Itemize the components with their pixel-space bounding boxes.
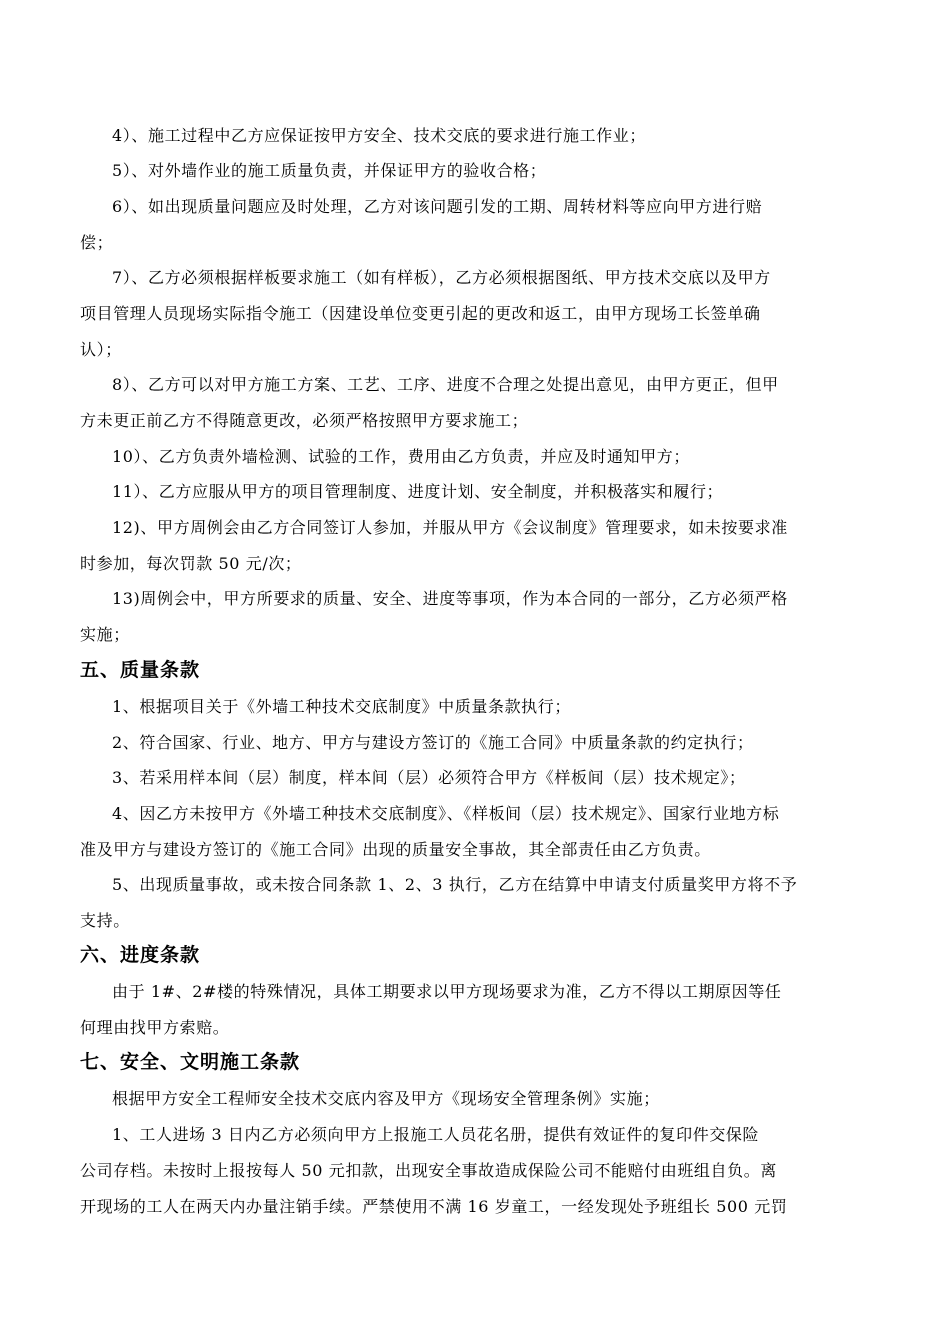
clause-6-cont: 偿； — [80, 233, 114, 252]
schedule-text: 由于 1#、2#楼的特殊情况，具体工期要求以甲方现场要求为准，乙方不得以工期原因等任 — [112, 982, 782, 1001]
quality-clause-3: 3、若采用样本间（层）制度，样本间（层）必须符合甲方《样板间（层）技术规定》； — [112, 768, 746, 787]
section-heading-safety: 七、安全、文明施工条款 — [80, 1051, 301, 1073]
section-heading-schedule: 六、进度条款 — [80, 944, 201, 966]
quality-clause-2: 2、符合国家、行业、地方、甲方与建设方签订的《施工合同》中质量条款的约定执行； — [112, 733, 754, 752]
clause-12: 12)、甲方周例会由乙方合同签订人参加，并服从甲方《会议制度》管理要求，如未按要求准 — [112, 518, 788, 537]
clause-8: 8）、乙方可以对甲方施工方案、工艺、工序、进度不合理之处提出意见，由甲方更正，但甲 — [112, 375, 779, 394]
clause-7-cont-1: 项目管理人员现场实际指令施工（因建设单位变更引起的更改和返工，由甲方现场工长签单确 — [80, 304, 761, 323]
quality-clause-5: 5、出现质量事故，或未按合同条款 1、2、3 执行，乙方在结算中申请支付质量奖甲方将不予 — [112, 875, 798, 894]
clause-13-cont: 实施； — [80, 625, 130, 644]
clause-7-cont-2: 认）； — [80, 340, 122, 359]
clause-10: 10）、乙方负责外墙检测、试验的工作，费用由乙方负责，并应及时通知甲方； — [112, 447, 690, 466]
safety-clause-1: 1、工人进场 3 日内乙方必须向甲方上报施工人员花名册，提供有效证件的复印件交保险 — [112, 1125, 760, 1144]
schedule-text-cont: 何理由找甲方索赔。 — [80, 1018, 230, 1037]
clause-8-cont: 方未更正前乙方不得随意更改，必须严格按照甲方要求施工； — [80, 411, 529, 430]
safety-intro: 根据甲方安全工程师安全技术交底内容及甲方《现场安全管理条例》实施； — [112, 1089, 660, 1108]
quality-clause-4: 4、因乙方未按甲方《外墙工种技术交底制度》、《样板间（层）技术规定》、国家行业地方标 — [112, 804, 780, 823]
clause-4: 4）、施工过程中乙方应保证按甲方安全、技术交底的要求进行施工作业； — [112, 126, 646, 145]
clause-5: 5）、对外墙作业的施工质量负责，并保证甲方的验收合格； — [112, 161, 547, 180]
safety-clause-1-cont-2: 开现场的工人在两天内办量注销手续。严禁使用不满 16 岁童工，一经发现处予班组长 500 元罚 — [80, 1197, 788, 1216]
quality-clause-5-cont: 支持。 — [80, 911, 130, 930]
safety-clause-1-cont-1: 公司存档。未按时上报按每人 50 元扣款，出现安全事故造成保险公司不能赔付由班组自负。离 — [80, 1161, 777, 1180]
quality-clause-4-cont: 准及甲方与建设方签订的《施工合同》出现的质量安全事故，其全部责任由乙方负责。 — [80, 840, 711, 859]
section-heading-quality: 五、质量条款 — [80, 659, 201, 681]
clause-6: 6）、如出现质量问题应及时处理，乙方对该问题引发的工期、周转材料等应向甲方进行赔 — [112, 197, 763, 216]
clause-13: 13)周例会中，甲方所要求的质量、安全、进度等事项，作为本合同的一部分，乙方必须严格 — [112, 589, 788, 608]
clause-7: 7）、乙方必须根据样板要求施工（如有样板），乙方必须根据图纸、甲方技术交底以及甲方 — [112, 268, 771, 287]
quality-clause-1: 1、根据项目关于《外墙工种技术交底制度》中质量条款执行； — [112, 697, 571, 716]
clause-11: 11）、乙方应服从甲方的项目管理制度、进度计划、安全制度，并积极落实和履行； — [112, 482, 724, 501]
clause-12-cont: 时参加，每次罚款 50 元/次； — [80, 554, 302, 573]
